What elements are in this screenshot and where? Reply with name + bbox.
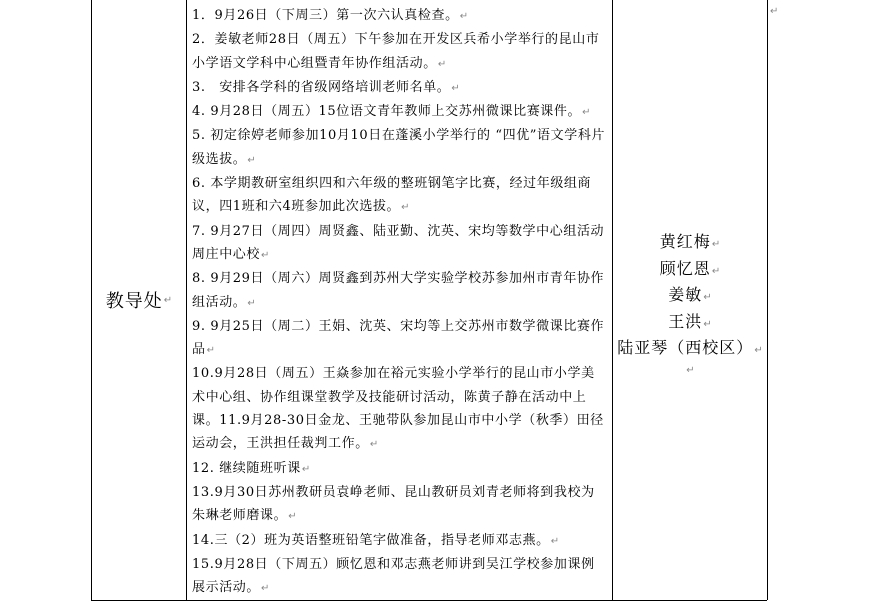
paragraph-mark-icon: ↵ <box>163 294 173 306</box>
paragraph-mark-icon: ↵ <box>247 154 257 166</box>
staff-name: 王洪↵ <box>668 311 713 331</box>
list-item: 5. 初定徐婷老师参加10月10日在蓬溪小学举行的 “四优”语文学科片级选拔。↵ <box>192 128 606 167</box>
list-item: 15.9月28日（下周五）顾忆恩和邓志燕老师讲到吴江学校参加课例展示活动。↵ <box>192 556 595 596</box>
paragraph-mark-icon: ↵ <box>247 297 257 309</box>
paragraph-mark-icon: ↵ <box>686 364 695 376</box>
staff-name: 顾忆恩↵ <box>659 258 722 278</box>
list-item: 8. 9月29日（周六）周贤鑫到苏州大学实验学校苏参加州市青年协作组活动。↵ <box>192 271 605 310</box>
paragraph-mark-icon: ↵ <box>451 82 461 94</box>
list-item: 6. 本学期教研室组织四和六年级的整班钢笔字比赛，经过年级组商议，四1班和六4班参加此次选拔。↵ <box>192 176 592 215</box>
list-item: 12. 继续随班听课↵ <box>192 460 311 476</box>
staff-cell <box>613 230 768 376</box>
staff-name: 姜敏↵ <box>668 285 713 304</box>
paragraph-mark-icon: ↵ <box>206 345 216 357</box>
paragraph-mark-icon: ↵ <box>261 249 270 261</box>
paragraph-mark-icon: ↵ <box>437 58 447 70</box>
paragraph-mark-icon: ↵ <box>459 11 469 22</box>
list-item: 1．9月26日（下周三）第一次六认真检查。↵ <box>192 8 469 23</box>
paragraph-mark-icon: ↵ <box>703 292 713 303</box>
paragraph-mark-icon: ↵ <box>550 535 560 547</box>
staff-name: 陆亚琴（西校区）↵ <box>617 338 764 357</box>
paragraph-mark-icon: ↵ <box>711 265 722 277</box>
paragraph-mark-icon: ↵ <box>288 511 298 523</box>
paragraph-mark-icon: ↵ <box>754 345 764 356</box>
paragraph-mark-icon: ↵ <box>369 439 379 451</box>
staff-name: 黄红梅↵ <box>659 232 722 251</box>
paragraph-mark-icon: ↵ <box>711 239 722 250</box>
schedule-table <box>91 0 767 601</box>
list-item: 14.三（2）班为英语整班铅笔字做准备，指导老师邓志燕。↵ <box>192 532 560 548</box>
list-item: 2．姜敏老师28日（周五）下午参加在开发区兵希小学举行的昆山市小学语文学科中心组暨青年协作组活动。↵ <box>192 32 600 71</box>
end-of-row-mark-icon: ↵ <box>770 6 779 17</box>
department-label: 教导处 <box>105 291 163 312</box>
paragraph-mark-icon: ↵ <box>261 583 270 595</box>
list-item: 13.9月30日苏州教研员袁峥老师、昆山教研员刘青老师将到我校为朱琳老师磨课。↵ <box>192 484 595 524</box>
list-item: 10.9月28日（周五）王焱参加在裕元实验小学举行的昆山市小学美术中心组、协作组课堂教学及技能研讨活动，陈黄子静在活动中上课。11.9月28-30日金龙、王驰带队参加昆山市中小学（秋季）田径运动会，王洪担任裁判工作。↵ <box>192 366 604 452</box>
column-divider <box>186 0 187 600</box>
list-item: 3. 安排各学科的省级网络培训老师名单。↵ <box>192 79 461 95</box>
list-item: 7. 9月27日（周四）周贤鑫、陆亚勤、沈英、宋均等数学中心组活动 周庄中心校↵ <box>192 223 618 262</box>
paragraph-mark-icon: ↵ <box>301 463 311 475</box>
paragraph-mark-icon: ↵ <box>703 318 713 330</box>
list-item: 9. 9月25日（周二）王娟、沈英、宋均等上交苏州市数学微课比赛作品↵ <box>192 318 605 358</box>
list-item: 4. 9月28日（周五）15位语文青年教师上交苏州微课比赛课件。↵ <box>192 104 592 120</box>
department-cell <box>92 0 186 600</box>
paragraph-mark-icon: ↵ <box>401 202 411 214</box>
items-cell <box>192 4 618 600</box>
paragraph-mark-icon: ↵ <box>582 107 592 119</box>
